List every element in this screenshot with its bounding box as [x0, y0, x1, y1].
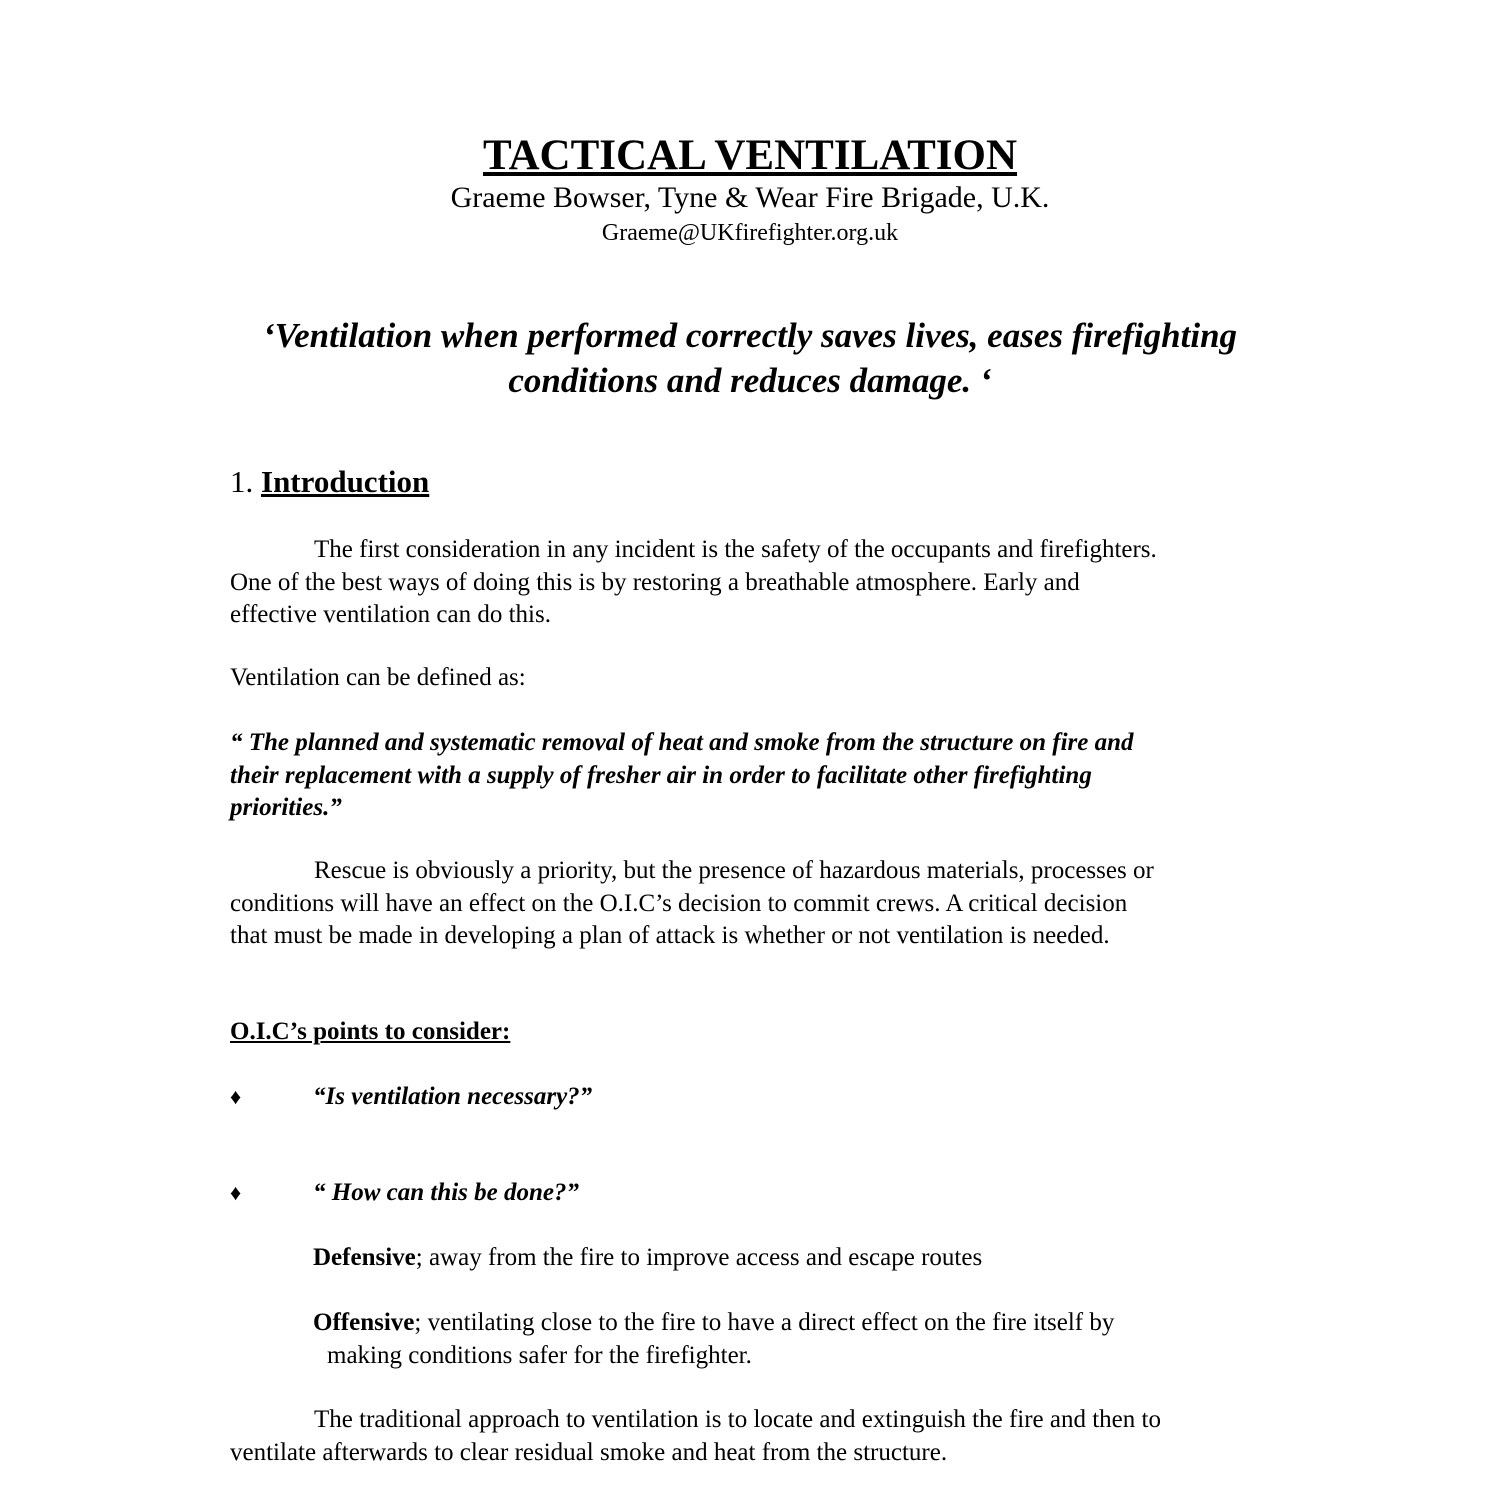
paragraph-line: One of the best ways of doing this is by restoring a breathable atmosphere. Early and [230, 568, 1080, 596]
term-description: ; ventilating close to the fire to have a direct effect on the fire itself by [414, 1309, 1115, 1336]
defensive-definition [313, 1242, 982, 1275]
paragraph-line: effective ventilation can do this. [230, 601, 551, 628]
bullet-item: “ How can this be done?” [313, 1179, 579, 1206]
paragraph-line: Ventilation can be defined as: [230, 664, 526, 691]
diamond-bullet-icon: ♦ [230, 1084, 242, 1109]
epigraph-line: conditions and reduces damage. ‘ [508, 361, 992, 400]
author-line: Graeme Bowser, Tyne & Wear Fire Brigade, U.K. [450, 181, 1050, 214]
paragraph-line: ventilate afterwards to clear residual smoke and heat from the structure. [230, 1438, 948, 1466]
section-title: Introduction [261, 464, 430, 499]
offensive-definition [313, 1307, 1114, 1340]
definition-line: their replacement with a supply of fresher air in order to facilitate other firefighting [230, 761, 1092, 789]
paragraph-line: The traditional approach to ventilation is to locate and extinguish the fire and then to [314, 1406, 1161, 1433]
paragraph-line: conditions will have an effect on the O.I.C’s decision to commit crews. A critical decision [230, 889, 1128, 917]
epigraph-line: ‘Ventilation when performed correctly saves lives, eases firefighting [262, 316, 1238, 355]
definition-quote [230, 727, 1270, 825]
document-title: TACTICAL VENTILATION [482, 132, 1018, 179]
term-offensive: Offensive [313, 1309, 415, 1336]
section-number: 1. [230, 464, 254, 499]
paragraph-line: Rescue is obviously a priority, but the presence of hazardous materials, processes or [314, 857, 1154, 884]
definition-line: “ The planned and systematic removal of heat and smoke from the structure on fire and [230, 729, 1134, 756]
term-description: ; away from the fire to improve access and escape routes [415, 1244, 983, 1271]
section-heading [230, 462, 429, 502]
diamond-bullet-icon: ♦ [230, 1180, 242, 1205]
term-defensive: Defensive [313, 1244, 416, 1271]
rescue-paragraph [230, 855, 1270, 953]
paragraph-line: The first consideration in any incident is the safety of the occupants and firefighters. [314, 536, 1157, 563]
definition-lead [230, 662, 1270, 695]
paragraph-line: that must be made in developing a plan of attack is whether or not ventilation is needed. [230, 922, 1110, 949]
points-heading: O.I.C’s points to consider: [230, 1018, 511, 1045]
bullet-item: “Is ventilation necessary?” [313, 1083, 593, 1110]
author-email: Graeme@UKfirefighter.org.uk [601, 220, 899, 246]
definition-line: priorities.” [230, 794, 342, 821]
offensive-continuation: making conditions safer for the firefighter. [327, 1342, 752, 1369]
epigraph-quote [0, 313, 1500, 403]
traditional-paragraph [230, 1404, 1270, 1469]
intro-paragraph [230, 534, 1270, 632]
